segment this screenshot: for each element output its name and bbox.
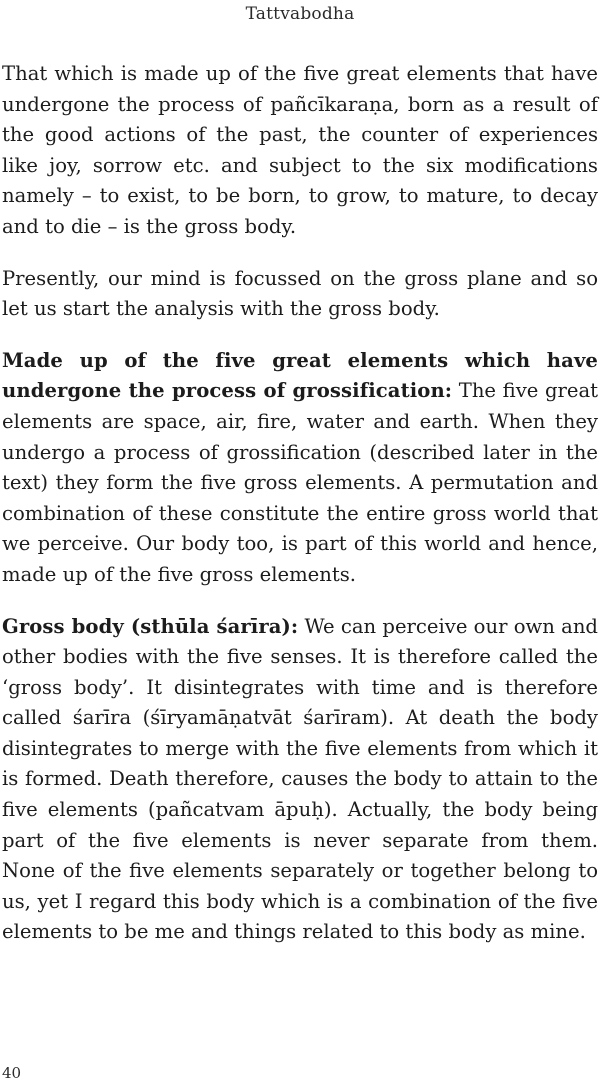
paragraph-text-grossification: The five great elements are space, air, fire, water and earth. When they undergo a process of grossification (described later in the text) they form the five gross elements. A permutation and combination of these constitute the entire gross world that we perceive. Our body too, is part of this world and hence, made up of the five gross elements. — [2, 379, 599, 586]
page-body — [2, 59, 598, 948]
paragraph-analysis-start: Presently, our mind is focussed on the gross plane and so let us start the analysis with the gross body. — [2, 266, 598, 321]
running-header: Tattvabodha — [245, 4, 355, 24]
paragraph-heading-grossification: Made up of the five great elements which have undergone the process of grossification: — [2, 348, 598, 403]
page-number: 40 — [2, 1064, 22, 1082]
paragraph-text-gross-body: We can perceive our own and other bodies with the five senses. It is therefore called the ‘gross body’. It disintegrates with time and is therefore called śarīra (śīryamāṇatvāt śarīram). At death the body disintegrates to merge with the five elements from which it is formed. Death therefore, causes the body to attain to the five elements (pañcatvam āpuḥ). Actually, the body being part of the five elements is never separate from them. None of the five elements separately or together belong to us, yet I regard this body which is a combination of the five elements to be me and things related to this body as mine. — [2, 614, 598, 944]
paragraph-gross-body-definition: That which is made up of the five great elements that have undergone the process of pañcīkaraṇa, born as a result of the good actions of the past, the counter of experiences like joy, sorrow etc. and subject to the six modifications namely – to exist, to be born, to grow, to mature, to decay and to die – is the gross body. — [2, 62, 598, 238]
paragraph-five-great-elements — [2, 346, 598, 591]
paragraph-heading-gross-body: Gross body (sthūla śarīra): — [2, 614, 299, 638]
paragraph-gross-body — [2, 612, 598, 949]
